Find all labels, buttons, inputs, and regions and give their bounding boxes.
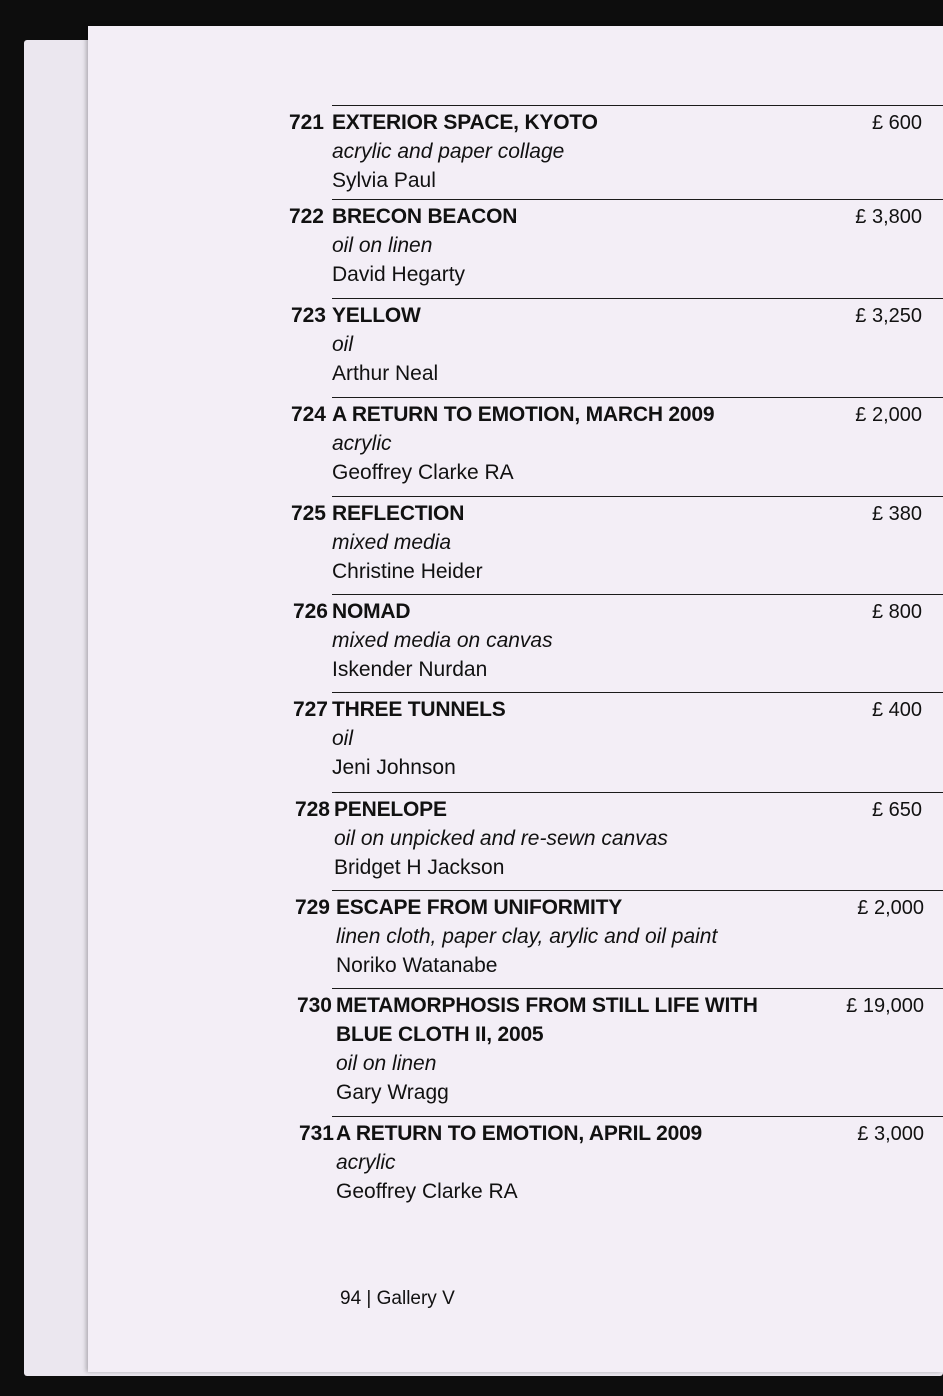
artwork-title: BLUE CLOTH II, 2005	[336, 1023, 544, 1046]
artwork-medium: oil	[332, 727, 354, 750]
lot-number: 722	[288, 205, 324, 228]
entry-divider	[332, 1116, 943, 1117]
artwork-title: PENELOPE	[334, 798, 447, 821]
artist-name: Gary Wragg	[336, 1081, 449, 1104]
artwork-title: NOMAD	[332, 600, 411, 623]
lot-number: 731	[298, 1122, 334, 1145]
artwork-price: £ 19,000	[846, 995, 924, 1017]
artwork-price: £ 400	[871, 699, 922, 721]
artwork-price: £ 380	[871, 503, 922, 525]
entry-details	[332, 499, 802, 586]
entry-details	[336, 991, 806, 1107]
entry-divider	[332, 890, 943, 891]
entry-details	[332, 108, 802, 195]
lot-number: 726	[292, 600, 328, 623]
entry-details	[332, 597, 802, 684]
entry-details	[334, 795, 804, 882]
artist-name: David Hegarty	[332, 263, 466, 286]
entry-details	[332, 301, 802, 388]
entry-details	[336, 893, 806, 980]
entry-divider	[332, 792, 943, 793]
artist-name: Geoffrey Clarke RA	[332, 461, 514, 484]
artwork-title: BRECON BEACON	[332, 205, 518, 228]
page-footer: 94 | Gallery V	[340, 1288, 455, 1309]
lot-number: 727	[292, 698, 328, 721]
artist-name: Christine Heider	[332, 560, 483, 583]
entry-divider	[332, 298, 943, 299]
lot-number: 730	[296, 994, 332, 1017]
artwork-medium: oil on linen	[332, 234, 433, 257]
artwork-title: A RETURN TO EMOTION, APRIL 2009	[336, 1122, 703, 1145]
artwork-price: £ 600	[871, 112, 922, 134]
artwork-medium: oil on linen	[336, 1052, 437, 1075]
artwork-medium: mixed media on canvas	[332, 629, 553, 652]
entry-divider	[332, 594, 943, 595]
lot-number: 729	[294, 896, 330, 919]
entry-divider	[332, 692, 943, 693]
lot-number: 724	[290, 403, 326, 426]
artwork-medium: acrylic	[336, 1151, 396, 1174]
artist-name: Jeni Johnson	[332, 756, 456, 779]
artist-name: Noriko Watanabe	[336, 954, 498, 977]
artwork-price: £ 2,000	[857, 897, 924, 919]
artwork-title: A RETURN TO EMOTION, MARCH 2009	[332, 403, 715, 426]
entry-divider	[332, 397, 943, 398]
catalogue-page	[88, 26, 943, 1372]
artwork-price: £ 3,800	[855, 206, 922, 228]
artwork-price: £ 2,000	[855, 404, 922, 426]
lot-number: 723	[290, 304, 326, 327]
lot-number: 728	[294, 798, 330, 821]
artwork-price: £ 3,000	[857, 1123, 924, 1145]
artist-name: Bridget H Jackson	[334, 856, 505, 879]
artist-name: Geoffrey Clarke RA	[336, 1180, 518, 1203]
entry-divider	[332, 105, 943, 106]
entry-divider	[332, 988, 943, 989]
artwork-medium: mixed media	[332, 531, 452, 554]
artwork-medium: acrylic and paper collage	[332, 140, 565, 163]
artwork-price: £ 3,250	[855, 305, 922, 327]
entry-details	[336, 1119, 806, 1206]
artwork-medium: oil on unpicked and re-sewn canvas	[334, 827, 668, 850]
artwork-title: ESCAPE FROM UNIFORMITY	[336, 896, 623, 919]
entry-details	[332, 695, 802, 782]
artwork-title: REFLECTION	[332, 502, 465, 525]
lot-number: 725	[290, 502, 326, 525]
artwork-medium: acrylic	[332, 432, 392, 455]
artist-name: Sylvia Paul	[332, 169, 436, 192]
artist-name: Arthur Neal	[332, 362, 439, 385]
artwork-title: EXTERIOR SPACE, KYOTO	[332, 111, 598, 134]
entry-details	[332, 400, 802, 487]
entry-divider	[332, 199, 943, 200]
lot-number: 721	[288, 111, 324, 134]
entry-divider	[332, 496, 943, 497]
artwork-title: THREE TUNNELS	[332, 698, 506, 721]
entry-details	[332, 202, 802, 289]
artwork-medium: oil	[332, 333, 354, 356]
artwork-price: £ 650	[871, 799, 922, 821]
artwork-title: METAMORPHOSIS FROM STILL LIFE WITH	[336, 994, 758, 1017]
artwork-price: £ 800	[871, 601, 922, 623]
artwork-medium: linen cloth, paper clay, arylic and oil paint	[336, 925, 718, 948]
artist-name: Iskender Nurdan	[332, 658, 488, 681]
artwork-title: YELLOW	[332, 304, 421, 327]
